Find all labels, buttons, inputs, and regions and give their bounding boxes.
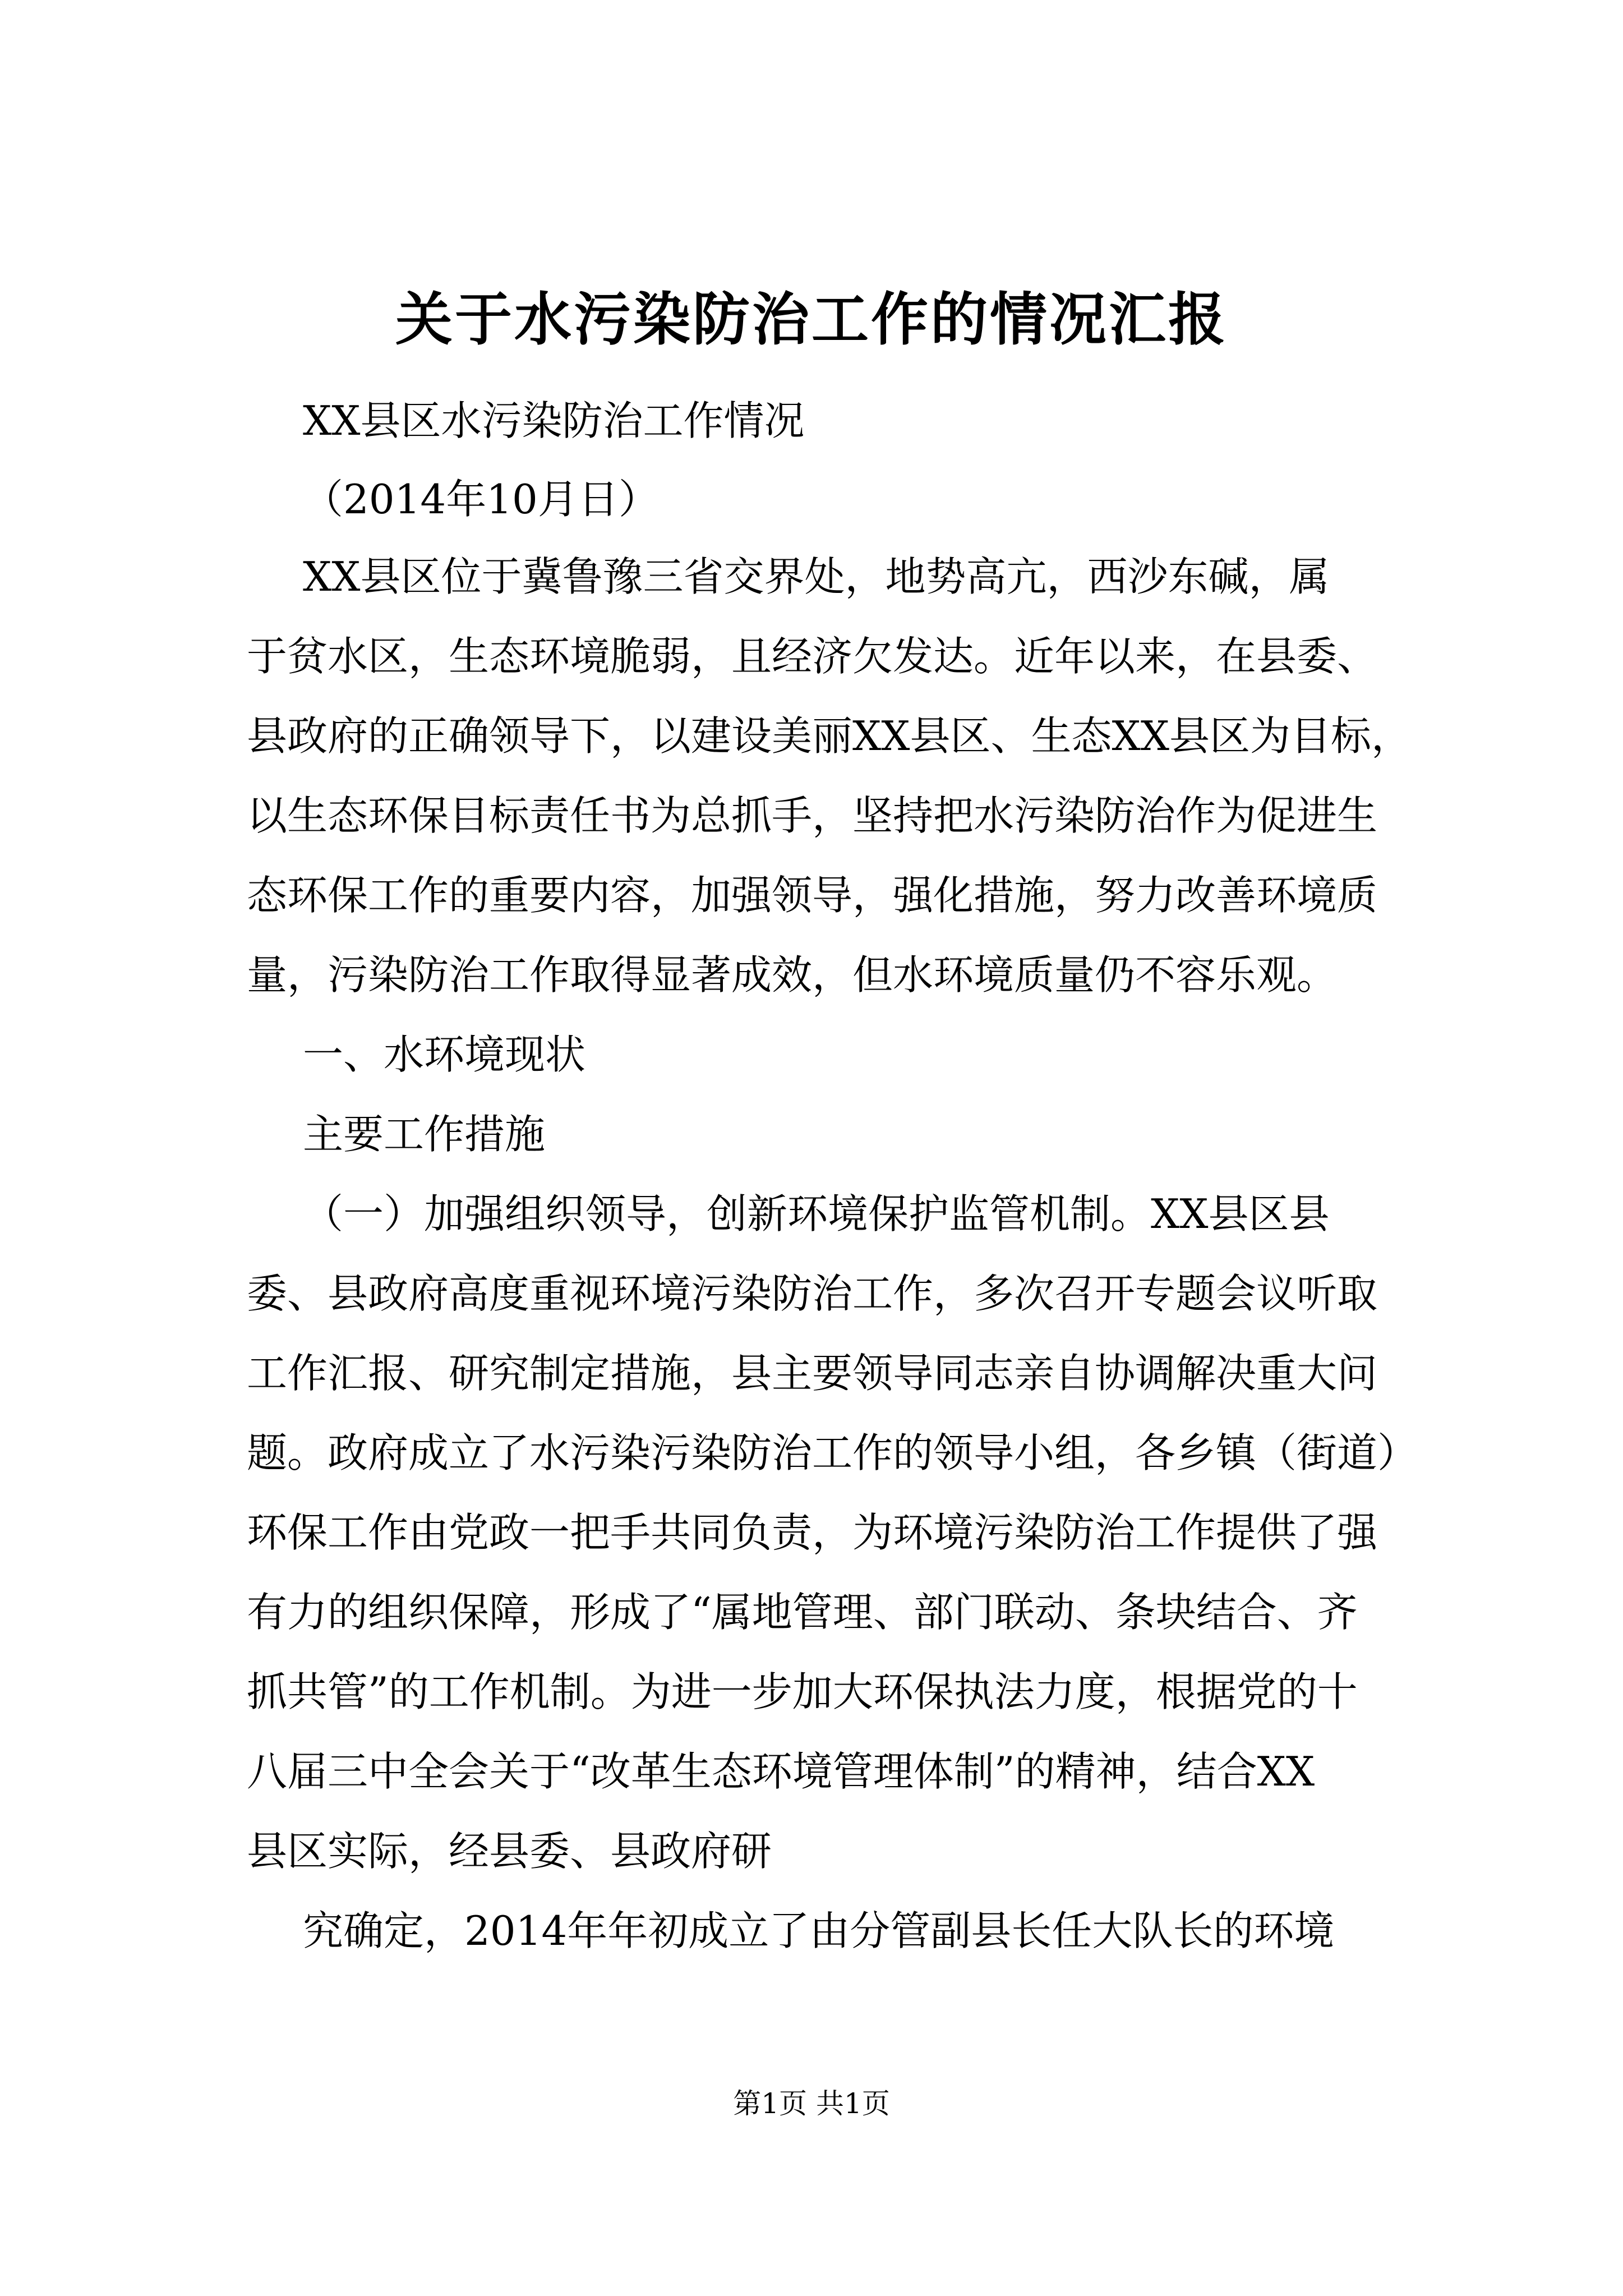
paragraph-line: 八届三中全会关于“改革生态环境管理体制”的精神，结合XX <box>247 1748 1315 1795</box>
paragraph-line: 有力的组织保障，形成了“属地管理、部门联动、条块结合、齐 <box>247 1589 1358 1636</box>
paragraph-line: 究确定，2014年年初成立了由分管副县长任大队长的环境 <box>303 1907 1335 1954</box>
paragraph-line: 以生态环保目标责任书为总抓手，坚持把水污染防治作为促进生 <box>247 792 1378 839</box>
paragraph-line: 工作汇报、研究制定措施，县主要领导同志亲自协调解决重大问 <box>247 1350 1378 1397</box>
paragraph-line: 态环保工作的重要内容，加强领导，强化措施，努力改善环境质 <box>247 872 1378 919</box>
document-title: 关于水污染防治工作的情况汇报 <box>395 286 1228 353</box>
paragraph-line: （一）加强组织领导，创新环境保护监管机制。XX县区县 <box>303 1190 1330 1237</box>
subtitle-line: XX县区水污染防治工作情况 <box>303 397 805 444</box>
paragraph-line: 量，污染防治工作取得显著成效，但水环境质量仍不容乐观。 <box>247 951 1338 999</box>
paragraph-line: 环保工作由党政一把手共同负责，为环境污染防治工作提供了强 <box>247 1509 1378 1556</box>
paragraph-line: 委、县政府高度重视环境污染防治工作，多次召开专题会议听取 <box>247 1270 1378 1317</box>
page-footer: 第1页 共1页 <box>733 2087 890 2120</box>
date-line: （2014年10月日） <box>303 476 659 523</box>
section-heading: 主要工作措施 <box>303 1111 546 1158</box>
paragraph-line: XX县区位于冀鲁豫三省交界处，地势高亢，西沙东碱，属 <box>303 553 1330 600</box>
paragraph-line: 抓共管”的工作机制。为进一步加大环保执法力度，根据党的十 <box>247 1668 1358 1715</box>
paragraph-line: 县区实际，经县委、县政府研 <box>247 1828 772 1875</box>
section-heading: 一、水环境现状 <box>303 1031 586 1078</box>
paragraph-line: 题。政府成立了水污染污染防治工作的领导小组，各乡镇（街道） <box>247 1429 1418 1476</box>
paragraph-line: 于贫水区，生态环境脆弱，且经济欠发达。近年以来，在县委、 <box>247 633 1378 680</box>
paragraph-line: 县政府的正确领导下，以建设美丽XX县区、生态XX县区为目标， <box>247 712 1412 760</box>
